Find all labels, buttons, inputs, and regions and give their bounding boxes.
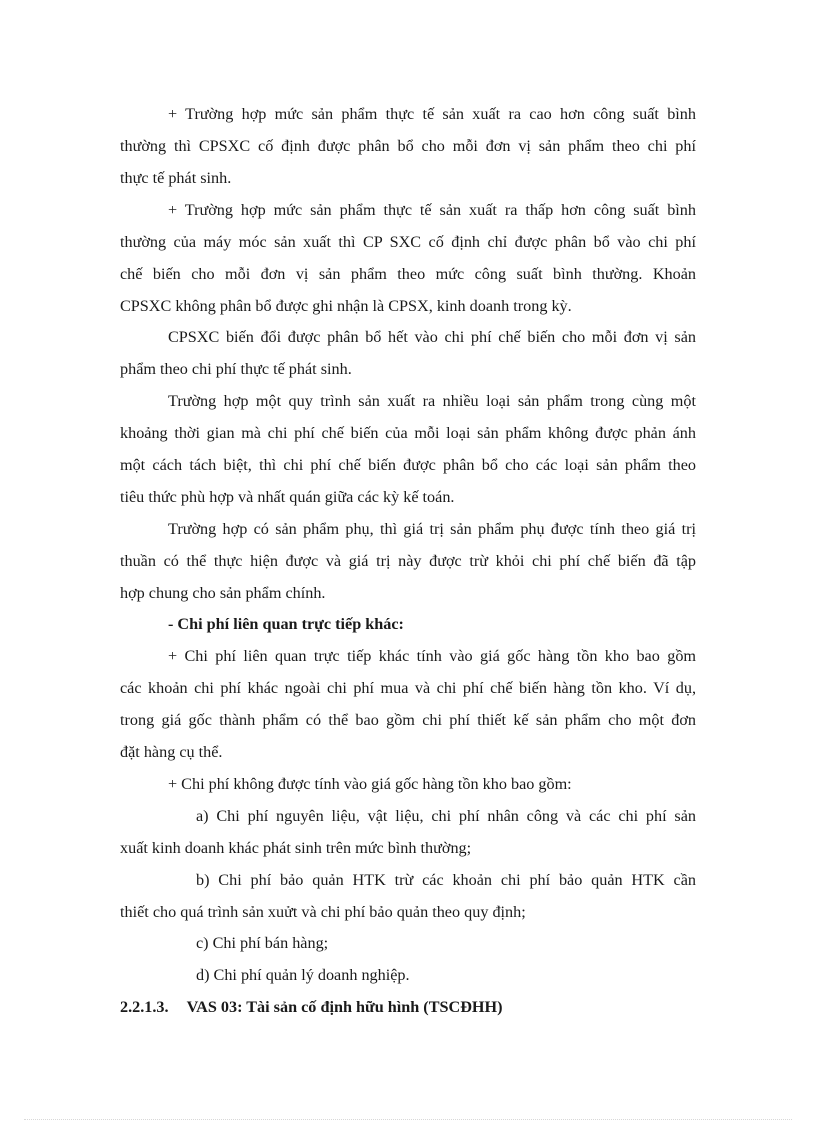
text-line: đặt hàng cụ thể. — [120, 743, 223, 761]
text-line: thực tế phát sinh. — [120, 169, 232, 187]
text-line: các khoản chi phí khác ngoài chi phí mua và chi phí chế biến hàng tồn kho. Ví dụ, — [120, 679, 696, 697]
list-item-a: a) Chi phí nguyên liệu, vật liệu, chi phí nhân công và các chi phí sản — [196, 807, 696, 825]
text-line: xuất kinh doanh khác phát sinh trên mức bình thường; — [120, 839, 472, 857]
page-bottom-divider — [24, 1119, 792, 1120]
text-line: thuần có thể thực hiện được và giá trị này được trừ khỏi chi phí chế biến đã tập — [120, 552, 696, 570]
list-item-c: c) Chi phí bán hàng; — [196, 934, 329, 952]
list-item-d: d) Chi phí quản lý doanh nghiệp. — [196, 966, 410, 984]
text-line: khoảng thời gian mà chi phí chế biến của mỗi loại sản phẩm không được phản ánh — [120, 424, 696, 442]
text-line: CPSXC biến đổi được phân bổ hết vào chi phí chế biến cho mỗi đơn vị sản — [168, 328, 696, 346]
subheading-other-direct-costs: - Chi phí liên quan trực tiếp khác: — [168, 615, 404, 633]
text-line: Trường hợp có sản phẩm phụ, thì giá trị sản phẩm phụ được tính theo giá trị — [168, 520, 696, 538]
text-line: + Chi phí liên quan trực tiếp khác tính vào giá gốc hàng tồn kho bao gồm — [168, 647, 696, 665]
text-line: thiết cho quá trình sản xuửt và chi phí bảo quản theo quy định; — [120, 903, 526, 921]
text-line: thường thì CPSXC cố định được phân bổ cho mỗi đơn vị sản phẩm theo chi phí — [120, 137, 696, 155]
section-heading — [120, 997, 696, 1017]
list-item-b: b) Chi phí bảo quản HTK trừ các khoản chi phí bảo quản HTK cần — [196, 871, 696, 889]
text-line: một cách tách biệt, thì chi phí chế biến được phân bổ cho các loại sản phẩm theo — [120, 456, 696, 474]
section-number: 2.2.1.3. — [120, 998, 169, 1016]
text-line: phẩm theo chi phí thực tế phát sinh. — [120, 360, 352, 378]
excluded-costs-intro: + Chi phí không được tính vào giá gốc hàng tồn kho bao gồm: — [168, 775, 572, 793]
text-line: chế biến cho mỗi đơn vị sản phẩm theo mức công suất bình thường. Khoản — [120, 265, 696, 283]
text-line: + Trường hợp mức sản phẩm thực tế sản xuất ra thấp hơn công suất bình — [168, 201, 696, 219]
text-line: + Trường hợp mức sản phẩm thực tế sản xuất ra cao hơn công suất bình — [168, 105, 696, 123]
section-title: VAS 03: Tài sản cố định hữu hình (TSCĐHH) — [186, 998, 503, 1016]
text-line: trong giá gốc thành phẩm có thể bao gồm chi phí thiết kế sản phẩm cho một đơn — [120, 711, 696, 729]
text-line: hợp chung cho sản phẩm chính. — [120, 584, 326, 602]
text-line: CPSXC không phân bổ được ghi nhận là CPSX, kinh doanh trong kỳ. — [120, 297, 572, 315]
text-line: Trường hợp một quy trình sản xuất ra nhiều loại sản phẩm trong cùng một — [168, 392, 696, 410]
text-line: thường của máy móc sản xuất thì CP SXC cố định chỉ được phân bổ vào chi phí — [120, 233, 696, 251]
text-line: tiêu thức phù hợp và nhất quán giữa các kỳ kế toán. — [120, 488, 455, 506]
